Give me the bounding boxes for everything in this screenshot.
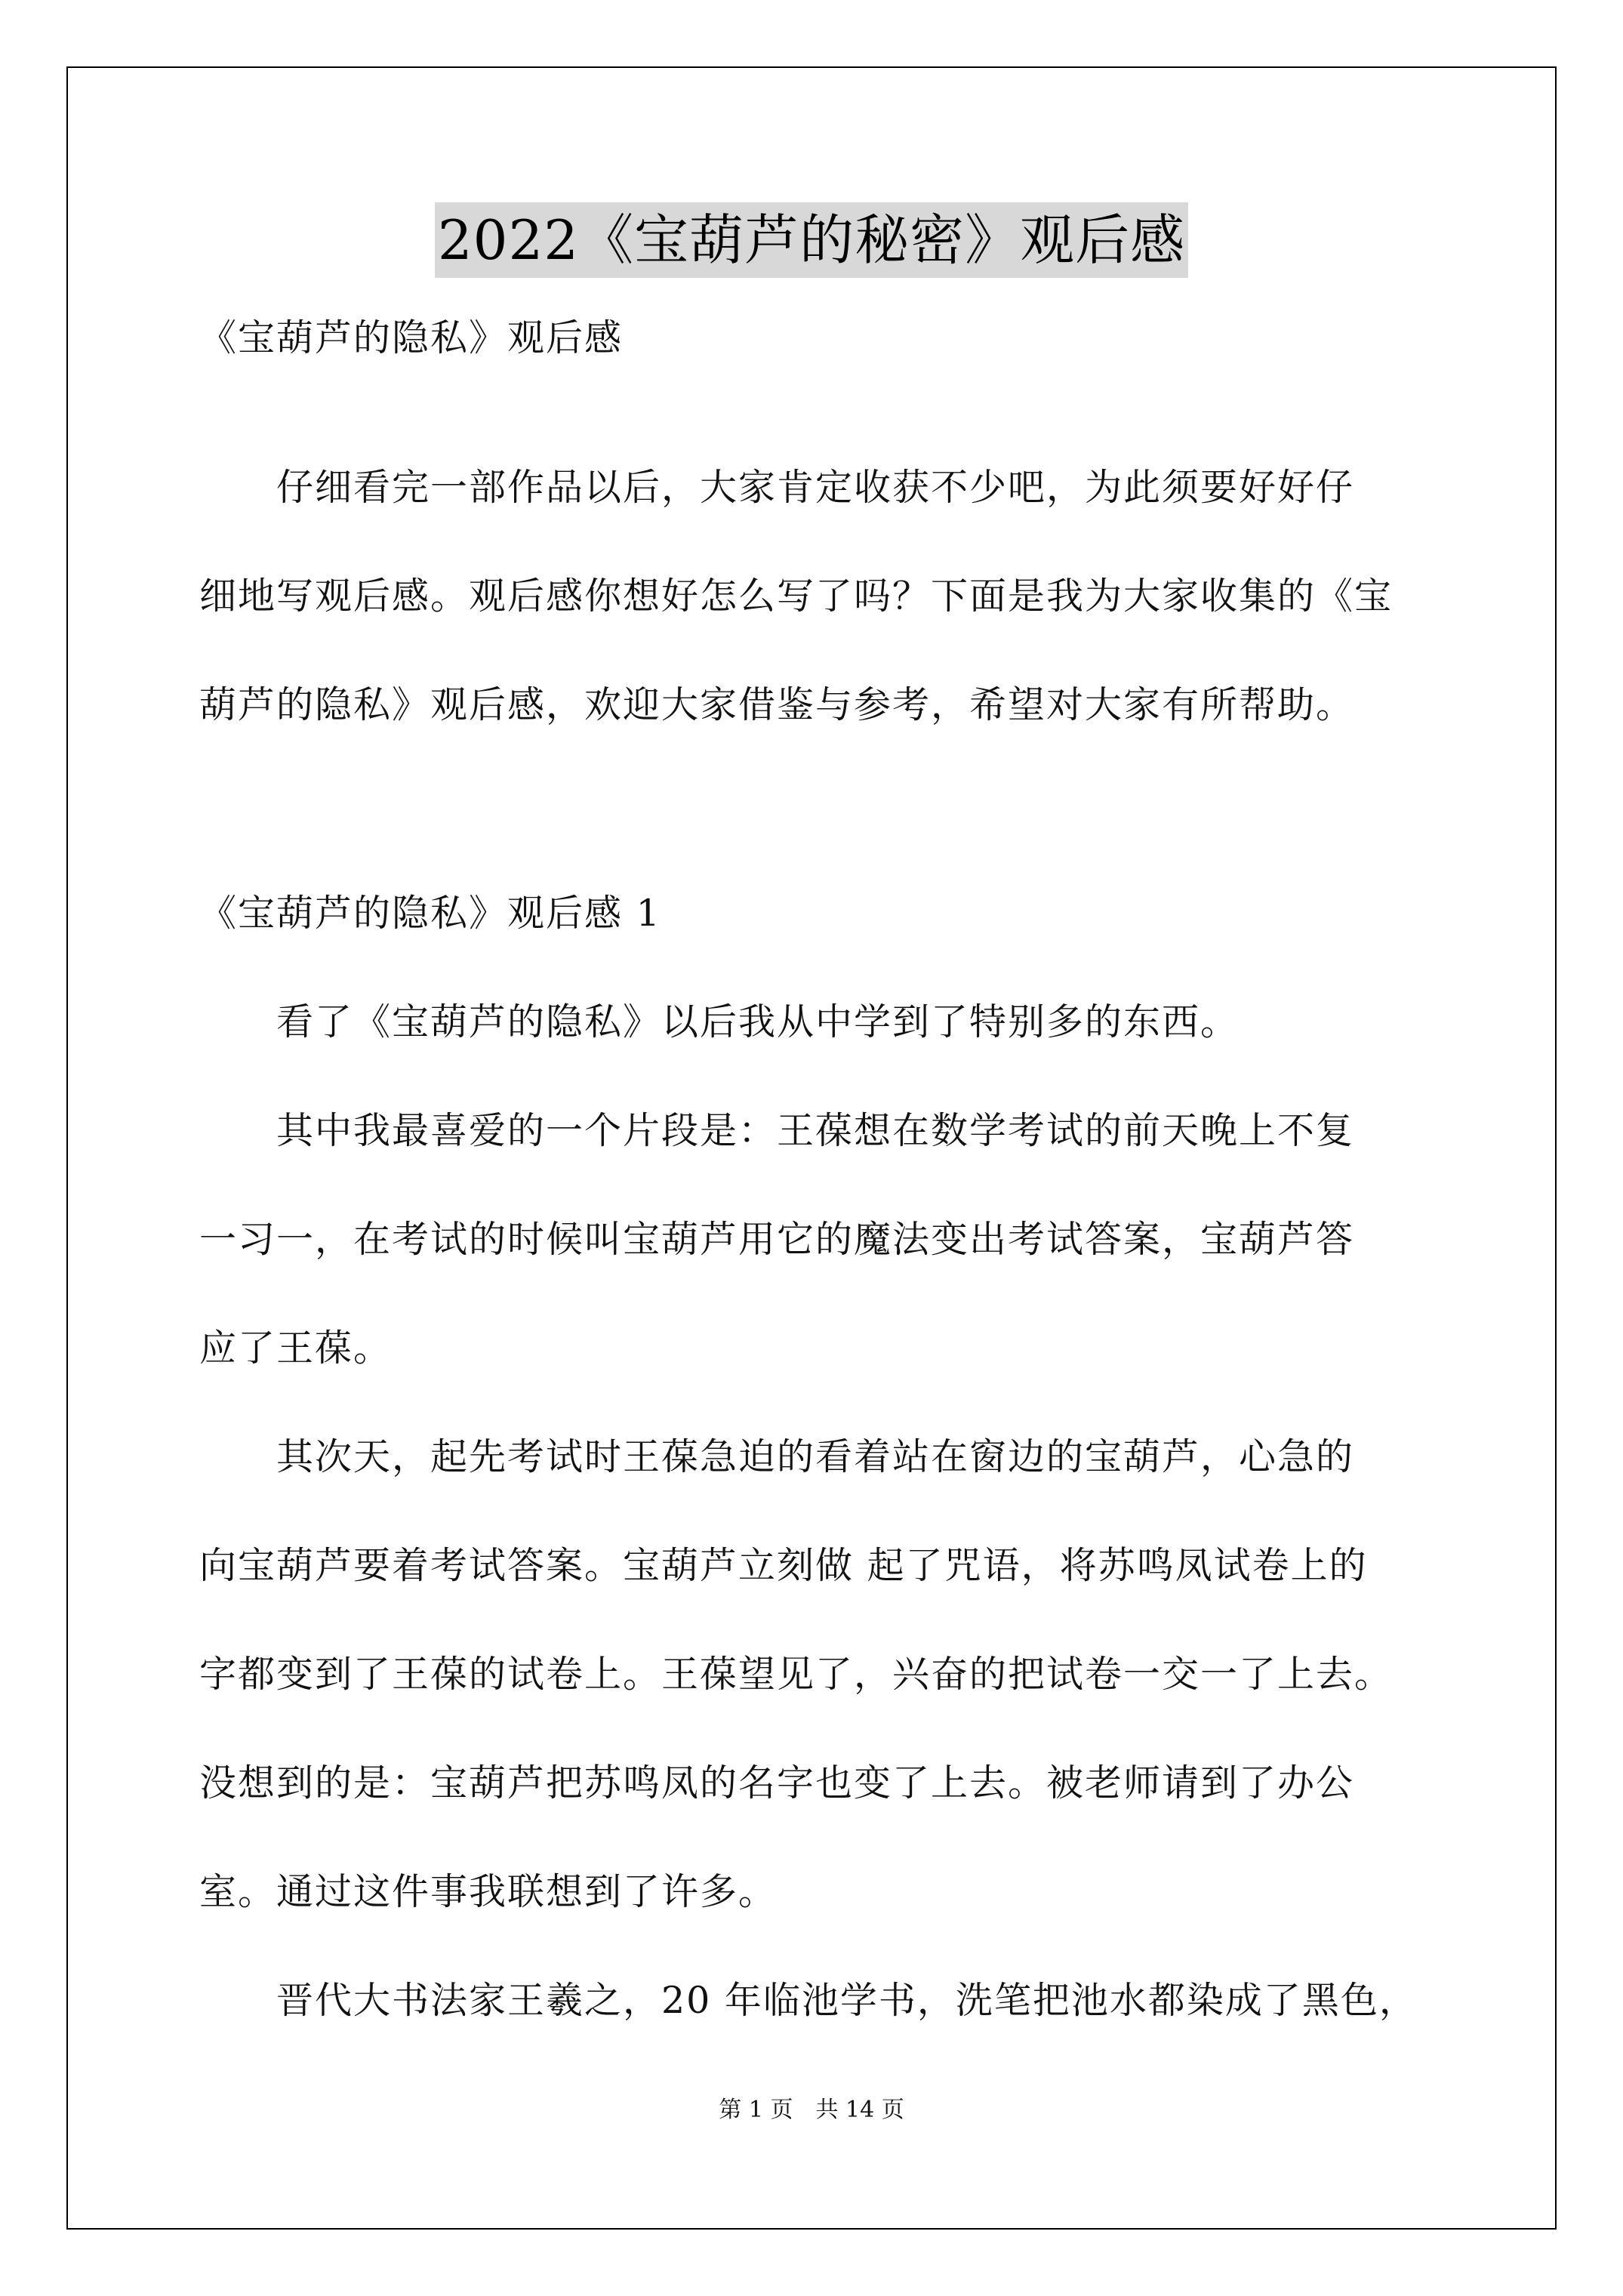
text-line: 向宝葫芦要着考试答案。宝葫芦立刻做 起了咒语，将苏鸣凤试卷上的	[199, 1544, 1368, 1587]
text-line: 一习一，在考试的时候叫宝葫芦用它的魔法变出考试答案，宝葫芦答	[199, 1218, 1355, 1261]
text-line: 仔细看完一部作品以后，大家肯定收获不少吧，为此须要好好仔	[199, 466, 1355, 509]
text-line: 字都变到了王葆的试卷上。王葆望见了，兴奋的把试卷一交一了上去。	[199, 1653, 1394, 1696]
text-line: 应了王葆。	[199, 1327, 393, 1370]
text-line: 其中我最喜爱的一个片段是：王葆想在数学考试的前天晚上不复	[199, 1109, 1355, 1152]
text-line: 其次天，起先考试时王葆急迫的看着站在窗边的宝葫芦，心急的	[199, 1435, 1355, 1478]
text-line: 看了《宝葫芦的隐私》以后我从中学到了特别多的东西。	[199, 1000, 1240, 1043]
title-container	[0, 202, 1623, 278]
text-line: 室。通过这件事我联想到了许多。	[199, 1870, 778, 1913]
text-line: 葫芦的隐私》观后感，欢迎大家借鉴与参考，希望对大家有所帮助。	[199, 683, 1355, 726]
section-heading: 《宝葫芦的隐私》观后感 1	[199, 892, 661, 935]
text-line: 没想到的是：宝葫芦把苏鸣凤的名字也变了上去。被老师请到了办公	[199, 1761, 1355, 1804]
page-footer: 第 1 页 共 14 页	[719, 2097, 904, 2123]
subtitle: 《宝葫芦的隐私》观后感	[199, 316, 624, 359]
document-title: 2022《宝葫芦的秘密》观后感	[435, 202, 1188, 278]
text-line: 晋代大书法家王羲之，20 年临池学书，洗笔把池水都染成了黑色，	[199, 1979, 1418, 2022]
text-line: 细地写观后感。观后感你想好怎么写了吗？下面是我为大家收集的《宝	[199, 575, 1394, 618]
